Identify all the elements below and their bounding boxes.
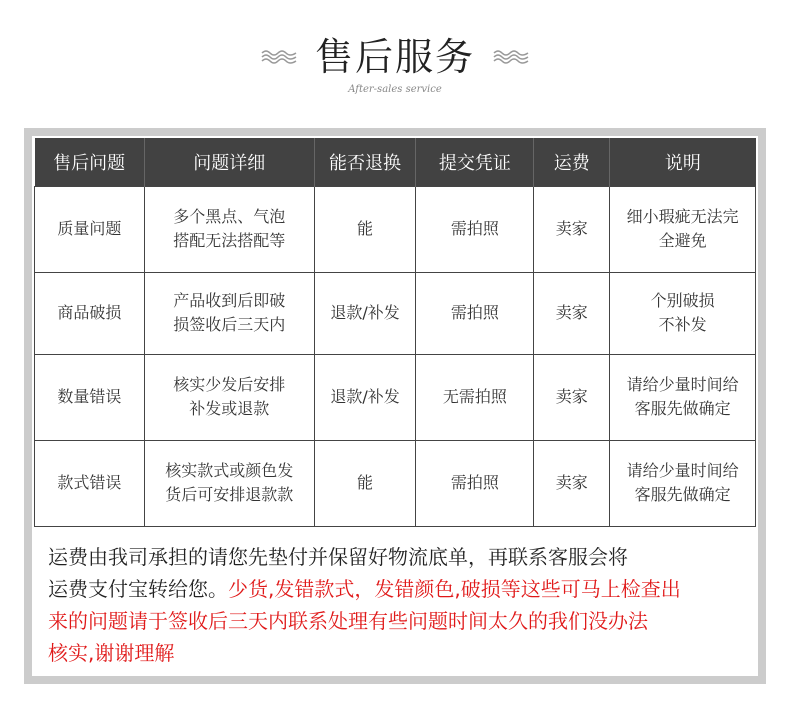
issue-cell: 质量问题: [35, 186, 145, 272]
note-line: [48, 573, 744, 605]
note-line: 请给少量时间给: [626, 461, 739, 480]
note-line: [48, 605, 744, 637]
note-line: 请给少量时间给: [626, 375, 739, 394]
shipping-cell: 卖家: [534, 186, 610, 272]
refund-cell: 退款/补发: [314, 272, 416, 354]
detail-line: 货后可安排退款款: [165, 485, 294, 504]
note-cell: [610, 272, 756, 354]
note-line: [48, 541, 744, 573]
page-subtitle: After-sales service: [348, 84, 442, 95]
table-row: [35, 440, 756, 526]
note-cell: [610, 186, 756, 272]
detail-cell: [144, 186, 314, 272]
column-header: 售后问题: [35, 138, 145, 186]
note-cell: [610, 354, 756, 440]
note-line: [48, 637, 744, 669]
detail-line: 损签收后三天内: [173, 315, 286, 334]
after-sales-table: [34, 138, 756, 527]
note-text: 运费由我司承担的请您先垫付并保留好物流底单，再联系客服会将: [48, 544, 628, 569]
wave-left-icon: [261, 48, 297, 66]
note-line: 细小瑕疵无法完: [626, 207, 739, 226]
note-text: 运费支付宝转给您。: [48, 576, 228, 601]
shipping-cell: 卖家: [534, 272, 610, 354]
note-line: 客服先做确定: [634, 485, 731, 504]
column-header: 说明: [610, 138, 756, 186]
proof-cell: 需拍照: [416, 440, 534, 526]
column-header: 问题详细: [144, 138, 314, 186]
refund-cell: 能: [314, 440, 416, 526]
issue-cell: 商品破损: [35, 272, 145, 354]
column-header: 运费: [534, 138, 610, 186]
page-header: [0, 34, 790, 95]
shipping-notes: [32, 527, 758, 669]
detail-line: 核实款式或颜色发: [165, 461, 294, 480]
detail-line: 核实少发后安排: [173, 375, 286, 394]
detail-line: 补发或退款: [189, 399, 270, 418]
table-header-row: [35, 138, 756, 186]
refund-cell: 退款/补发: [314, 354, 416, 440]
warning-text: 来的问题请于签收后三天内联系处理有些问题时间太久的我们没办法: [48, 608, 648, 633]
detail-cell: [144, 354, 314, 440]
proof-cell: 需拍照: [416, 272, 534, 354]
note-line: 不补发: [658, 315, 707, 334]
table-row: [35, 272, 756, 354]
issue-cell: 款式错误: [35, 440, 145, 526]
title-row: [0, 34, 790, 80]
warning-text: 少货,发错款式，发错颜色,破损等这些可马上检查出: [228, 576, 681, 601]
issue-cell: 数量错误: [35, 354, 145, 440]
note-line: 客服先做确定: [634, 399, 731, 418]
refund-cell: 能: [314, 186, 416, 272]
detail-cell: [144, 272, 314, 354]
table-row: [35, 186, 756, 272]
note-line: 全避免: [658, 231, 707, 250]
detail-line: 搭配无法搭配等: [173, 231, 286, 250]
column-header: 提交凭证: [416, 138, 534, 186]
table-row: [35, 354, 756, 440]
proof-cell: 需拍照: [416, 186, 534, 272]
warning-text: 核实,谢谢理解: [48, 640, 175, 665]
note-cell: [610, 440, 756, 526]
shipping-cell: 卖家: [534, 440, 610, 526]
detail-cell: [144, 440, 314, 526]
wave-right-icon: [493, 48, 529, 66]
column-header: 能否退换: [314, 138, 416, 186]
page-title: 售后服务: [314, 35, 475, 79]
detail-line: 产品收到后即破: [173, 291, 286, 310]
shipping-cell: 卖家: [534, 354, 610, 440]
proof-cell: 无需拍照: [416, 354, 534, 440]
detail-line: 多个黑点、气泡: [173, 207, 286, 226]
note-line: 个别破损: [650, 291, 715, 310]
service-frame: [24, 128, 766, 684]
